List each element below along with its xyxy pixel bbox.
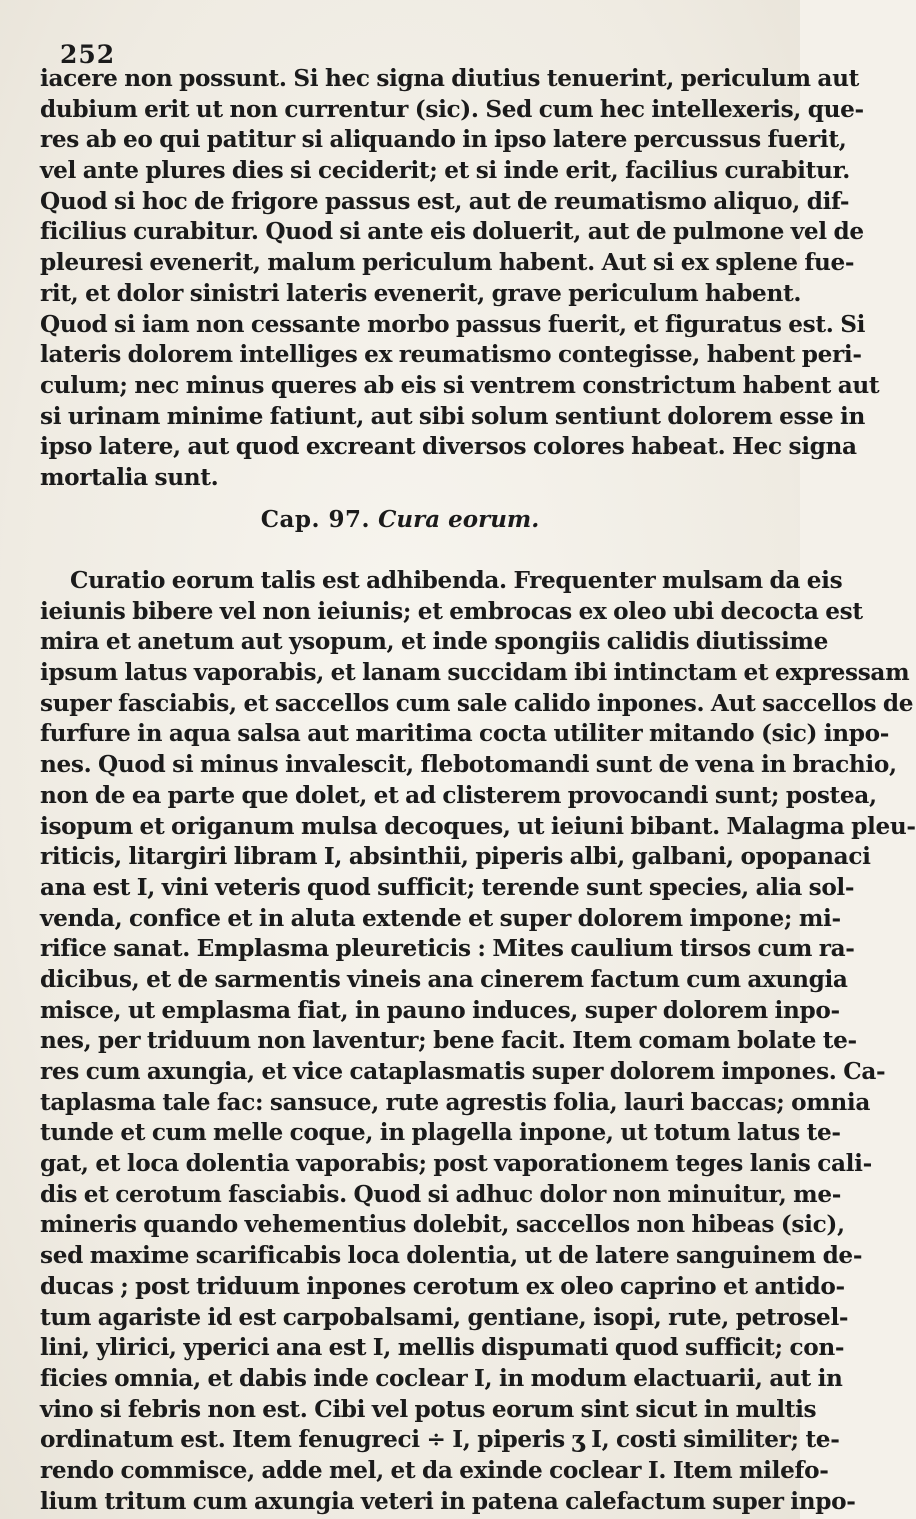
text-line: mortalia sunt. bbox=[40, 463, 219, 491]
text-line: rifice sanat. Emplasma pleureticis : Mites caulium tirsos cum ra- bbox=[40, 935, 855, 963]
text-line: pleuresi evenerit, malum periculum habent. Aut si ex splene fue- bbox=[40, 249, 855, 277]
text-line: nes, per triduum non laventur; bene facit. Item comam bolate te- bbox=[40, 1027, 857, 1055]
text-line: res cum axungia, et vice cataplasmatis super dolorem impones. Ca- bbox=[40, 1058, 886, 1085]
text-line: vel ante plures dies si ceciderit; et si inde erit, facilius curabitur. bbox=[40, 157, 850, 185]
text-line: misce, ut emplasma fiat, in pauno induces, super dolorem inpo- bbox=[40, 996, 840, 1024]
chapter-heading bbox=[0, 506, 800, 533]
chapter-number: Cap. 97. bbox=[260, 506, 371, 533]
text-line: lini, ylirici, yperici ana est I, mellis dispumati quod sufficit; con- bbox=[40, 1334, 845, 1362]
paragraph-treatment bbox=[40, 566, 916, 1517]
page-number: 252 bbox=[60, 40, 116, 69]
text-line: vino si febris non est. Cibi vel potus eorum sint sicut in multis bbox=[40, 1395, 817, 1423]
text-line: riticis, litargiri libram I, absinthii, piperis albi, galbani, opopanaci bbox=[40, 843, 871, 871]
paragraph-symptoms bbox=[40, 64, 880, 494]
text-line: ordinatum est. Item fenugreci ÷ I, piperis ʒ I, costi similiter; te- bbox=[40, 1426, 840, 1454]
text-line: ana est I, vini veteris quod sufficit; terende sunt species, alia sol- bbox=[40, 873, 855, 901]
text-line: ipsum latus vaporabis, et lanam succidam ibi intinctam et expressam bbox=[40, 659, 910, 687]
text-line: res ab eo qui patitur si aliquando in ipso latere percussus fuerit, bbox=[40, 126, 847, 154]
text-line: ducas ; post triduum inpones cerotum ex oleo caprino et antido- bbox=[40, 1272, 845, 1300]
text-line: ficilius curabitur. Quod si ante eis doluerit, aut de pulmone vel de bbox=[40, 218, 864, 246]
text-line: Quod si iam non cessante morbo passus fuerit, et figuratus est. Si bbox=[40, 310, 866, 338]
text-line: dubium erit ut non currentur (sic). Sed cum hec intellexeris, que- bbox=[40, 95, 864, 123]
text-line: isopum et origanum mulsa decoques, ut ieiuni bibant. Malagma pleu- bbox=[40, 812, 916, 840]
text-line: culum; nec minus queres ab eis si ventrem constrictum habent aut bbox=[40, 371, 880, 399]
text-line: super fasciabis, et saccellos cum sale calido inpones. Aut saccellos de bbox=[40, 689, 914, 717]
text-line: si urinam minime fatiunt, aut sibi solum sentiunt dolorem esse in bbox=[40, 402, 866, 430]
text-line: venda, confice et in aluta extende et super dolorem impone; mi- bbox=[40, 904, 841, 932]
text-line: nes. Quod si minus invalescit, flebotomandi sunt de vena in brachio, bbox=[40, 751, 897, 779]
text-line: mineris quando vehementius dolebit, saccellos non hibeas (sic), bbox=[40, 1211, 845, 1239]
text-line: rit, et dolor sinistri lateris evenerit, grave periculum habent. bbox=[40, 279, 802, 307]
text-line: mira et anetum aut ysopum, et inde spongiis calidis diutissime bbox=[40, 628, 829, 656]
text-line: taplasma tale fac: sansuce, rute agrestis folia, lauri baccas; omnia bbox=[40, 1088, 871, 1116]
text-line: dis et cerotum fasciabis. Quod si adhuc dolor non minuitur, me- bbox=[40, 1180, 842, 1208]
text-line: Quod si hoc de frigore passus est, aut de reumatismo aliquo, dif- bbox=[40, 187, 850, 215]
text-line: ficies omnia, et dabis inde coclear I, in modum elactuarii, aut in bbox=[40, 1364, 843, 1392]
text-line: non de ea parte que dolet, et ad clisterem provocandi sunt; postea, bbox=[40, 781, 877, 809]
text-line: lium tritum cum axungia veteri in patena calefactum super inpo- bbox=[40, 1487, 856, 1515]
text-line: furfure in aqua salsa aut maritima cocta utiliter mitando (sic) inpo- bbox=[40, 720, 890, 748]
text-line: tum agariste id est carpobalsami, gentiane, isopi, rute, petrosel- bbox=[40, 1303, 849, 1331]
text-line: ieiunis bibere vel non ieiunis; et embrocas ex oleo ubi decocta est bbox=[40, 597, 863, 625]
text-line: lateris dolorem intelliges ex reumatismo contegisse, habent peri- bbox=[40, 341, 862, 369]
chapter-title: Cura eorum. bbox=[378, 506, 540, 533]
text-line: gat, et loca dolentia vaporabis; post vaporationem teges lanis cali- bbox=[40, 1150, 872, 1178]
text-line: sed maxime scarificabis loca dolentia, ut de latere sanguinem de- bbox=[40, 1242, 863, 1270]
text-line: tunde et cum melle coque, in plagella inpone, ut totum latus te- bbox=[40, 1119, 841, 1147]
text-line: dicibus, et de sarmentis vineis ana cinerem factum cum axungia bbox=[40, 965, 848, 993]
text-line: iacere non possunt. Si hec signa diutius tenuerint, periculum aut bbox=[40, 65, 859, 92]
text-line: ipso latere, aut quod excreant diversos colores habeat. Hec signa bbox=[40, 433, 857, 461]
text-line: rendo commisce, adde mel, et da exinde coclear I. Item milefo- bbox=[40, 1456, 829, 1484]
text-line: Curatio eorum talis est adhibenda. Frequenter mulsam da eis bbox=[70, 567, 843, 594]
